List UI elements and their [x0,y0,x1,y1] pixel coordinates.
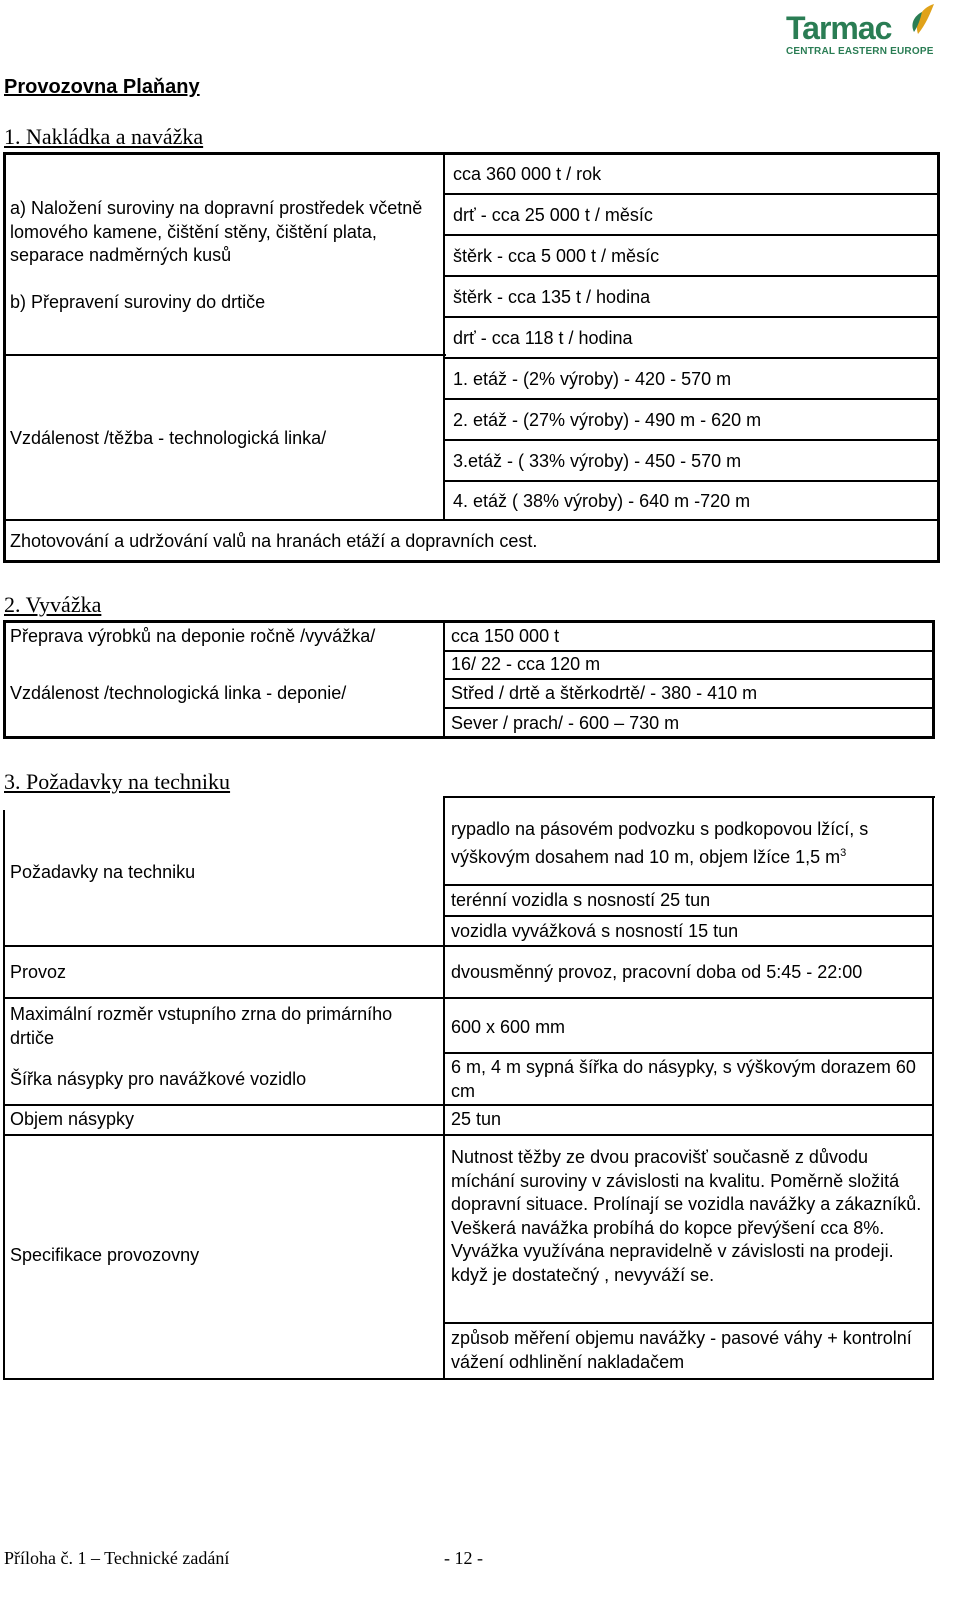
section1-value: 3.etáž - ( 33% výroby) - 450 - 570 m [453,451,742,471]
provoz-value: dvousměnný provoz, pracovní doba od 5:45 - 22:00 [451,962,863,982]
section1-value: drť - cca 25 000 t / měsíc [453,205,653,225]
footer-page-number: - 12 - [444,1548,483,1568]
tech-value-excavator: rypadlo na pásovém podvozku s podkopovou lžící, s výškovým dosahem nad 10 m, objem lžíce 1,5 $m^3$ [451,819,869,867]
section2-value: 16/ 22 - cca 120 m [451,654,601,674]
section1-value: cca 360 000 t / rok [453,164,602,184]
section2-label: Přeprava výrobků na deponie ročně /vyvážka/ [10,626,376,646]
section1-value: štěrk - cca 5 000 t / měsíc [453,246,660,266]
footer-attachment: Příloha č. 1 – Technické zadání [4,1548,230,1568]
section1-value: 2. etáž - (27% výroby) - 490 m - 620 m [453,410,762,430]
section1-value: 1. etáž - (2% výroby) - 420 - 570 m [453,369,732,389]
section2-heading: 2. Vyvážka [4,592,102,617]
tech-label: Požadavky na techniku [10,862,196,882]
section1-value: drť - cca 118 t / hodina [453,328,633,348]
hopper-volume-label: Objem násypky [10,1109,135,1129]
section2-value: Střed / drtě a štěrkodrtě/ - 380 - 410 m [451,683,758,703]
tarmac-logo [778,2,948,58]
logo-wordmark: Tarmac [786,10,892,46]
section2-value: cca 150 000 t [451,626,560,646]
logo-subtitle: CENTRAL EASTERN EUROPE [786,46,934,57]
hopper-width-value: 6 m, 4 m sypná šířka do násypky, s výškovým dorazem 60 cm [451,1057,916,1101]
page-title: Provozovna Plaňany [4,76,200,98]
section1-value: 4. etáž ( 38% výroby) - 640 m -720 m [453,491,751,511]
section1-footer-row: Zhotovování a udržování valů na hranách etáží a dopravních cest. [10,531,538,551]
section1-item-b: b) Přepravení suroviny do drtiče [10,292,266,312]
section2-label: Vzdálenost /technologická linka - deponie/ [10,683,347,703]
tech-value: vozidla vyvážková s nosností 15 tun [451,921,739,941]
provoz-label: Provoz [10,962,67,982]
max-size-value: 600 x 600 mm [451,1017,566,1037]
hopper-volume-value: 25 tun [451,1109,502,1129]
tech-value: terénní vozidla s nosností 25 tun [451,890,711,910]
section3-heading: 3. Požadavky na techniku [4,769,231,794]
section2-value: Sever / prach/ - 600 – 730 m [451,713,680,733]
max-size-label: Maximální rozměr vstupního zrna do primárního drtiče [10,1004,393,1048]
spec-value: Nutnost těžby ze dvou pracovišť současně z důvodu míchání suroviny v závislosti na kvalitu. Poměrně složitá dopravní situace. Prolínají se vozidla navážky a zákazníků. Veškerá navážka probíhá do kopce převýšení cca 8%. Vyvážka využívána nepravidelně v závislosti na prodeji. když je dostatečný , nevyváží se. [451,1147,922,1285]
section1-value: štěrk - cca 135 t / hodina [453,287,651,307]
section1-distance-label: Vzdálenost /těžba - technologická linka/ [10,428,327,448]
spec-label: Specifikace provozovny [10,1245,200,1265]
leaf-icon [904,2,940,38]
hopper-width-label: Šířka násypky pro navážkové vozidlo [10,1069,307,1089]
measurement-value: způsob měření objemu navážky - pasové váhy + kontrolní vážení odhlinění nakladačem [451,1328,912,1372]
section1-item-a: a) Naložení suroviny na dopravní prostředek včetně lomového kamene, čištění stěny, čištění plata, separace nadměrných kusů [10,198,423,265]
section1-heading: 1. Nakládka a navážka [4,124,204,149]
